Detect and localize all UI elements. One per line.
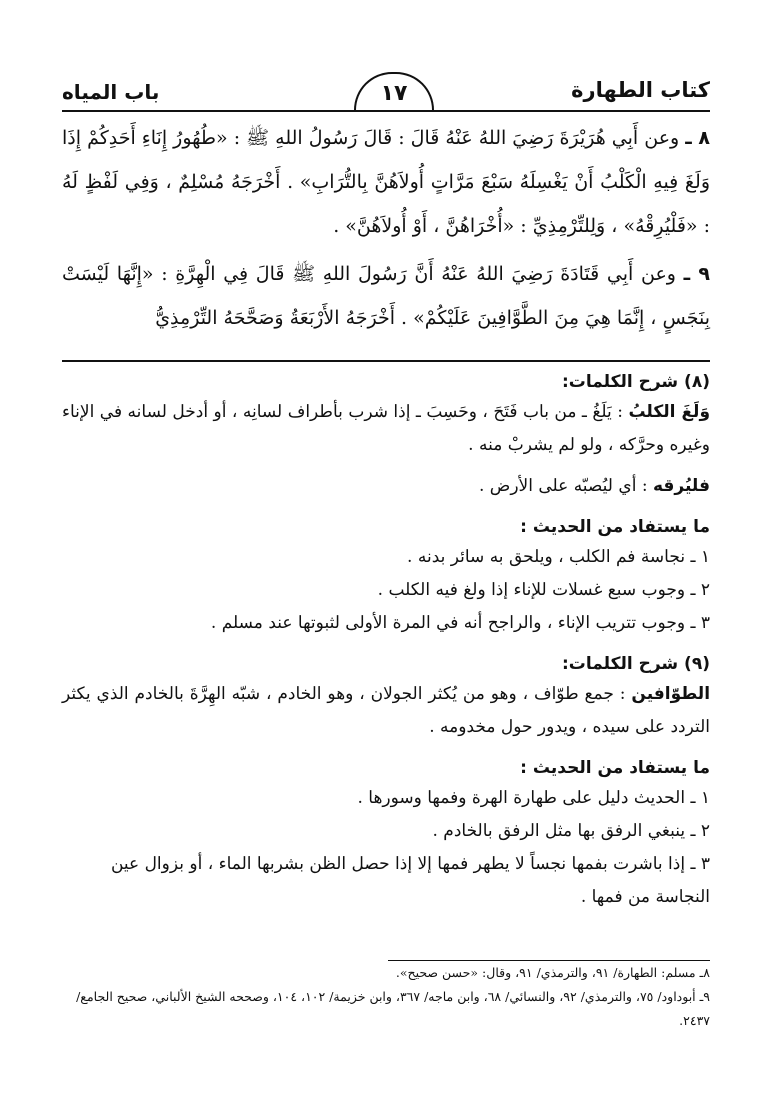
section-title-benefits-9: ما يستفاد من الحديث : [520, 758, 710, 778]
chapter-title: باب المياه [62, 80, 160, 104]
list-item: ٢ ـ وجوب سبع غسلات للإناء إذا ولغ فيه الكلب . [377, 580, 710, 600]
page-number: ١٧ [354, 72, 434, 110]
footnote-9: ٩ـ أبوداود/ ٧٥، والترمذي/ ٩٢، والنسائي/ ٦٨، وابن ماجه/ ٣٦٧، وابن خزيمة/ ١٠٢، ١٠٤، وصححه الشيخ الألباني، صحيح الجامع/ ٢٤٣٧. [76, 989, 710, 1028]
list-item: ٣ ـ إذا باشرت بفمها نجساً لا يطهر فمها إلا إذا حصل الظن بشربها الماء ، أو بزوال عين النجاسة من فمها . [110, 854, 710, 907]
definition-tawwafin [62, 678, 710, 744]
book-title: كتاب الطهارة [571, 78, 710, 102]
definition-walagha [62, 396, 710, 462]
definition-term: وَلَغَ الكلبُ [628, 402, 711, 422]
header-divider [62, 110, 710, 112]
definition-text: : جمع طوّاف ، وهو من يُكثر الجولان ، وهو الخادم ، شبّه الهِرَّةَ بالخادم الذي يكثر التردد على سيده ، ويدور حول مخدومه . [62, 684, 710, 737]
hadith-text: وعن أَبِي هُرَيْرَةَ رَضِيَ اللهُ عَنْهُ قَالَ : قَالَ رَسُولُ اللهِ ﷺ : «طُهُورُ إِنَاءِ أَحَدِكُمْ إِذَا وَلَغَ فِيهِ الْكَلْبُ أَنْ يَغْسِلَهُ سَبْعَ مَرَّاتٍ أُولاَهُنَّ بِالتُّرَابِ» . أَخْرَجَهُ مُسْلِمٌ ، وَفِي لَفْظٍ لَهُ : «فَلْيُرِقْهُ» ، وَلِلتِّرْمِذِيِّ : «أُخْرَاهُنَّ ، أَوْ أُولاَهُنَّ» . [62, 127, 710, 237]
footnotes [62, 960, 710, 1033]
section-divider [62, 360, 710, 362]
hadith-text: وعن أَبِي قَتَادَةَ رَضِيَ اللهُ عَنْهُ أَنَّ رَسُولَ اللهِ ﷺ قَالَ فِي الْهِرَّةِ : «إِنَّهَا لَيْسَتْ بِنَجَسٍ ، إِنَّمَا هِيَ مِنَ الطَّوَّافِينَ عَلَيْكُمْ» . أَخْرَجَهُ الأَرْبَعَةُ وَصَحَّحَهُ التِّرْمِذِيُّ [62, 263, 710, 329]
page-content [62, 72, 710, 914]
definition-term: فليُرقه [652, 476, 710, 496]
page-header [62, 72, 710, 112]
section-title-benefits-8: ما يستفاد من الحديث : [520, 517, 710, 537]
list-item: ١ ـ نجاسة فم الكلب ، ويلحق به سائر بدنه . [407, 547, 710, 567]
hadith-8 [62, 116, 710, 248]
hadith-9 [62, 252, 710, 340]
definition-falyuriqhu [62, 470, 710, 503]
list-item: ٢ ـ ينبغي الرفق بها مثل الرفق بالخادم . [432, 821, 710, 841]
list-item: ١ ـ الحديث دليل على طهارة الهرة وفمها وسورها . [357, 788, 710, 808]
definition-text: : يَلَغُ ـ من باب فَتَحَ ، وحَسِبَ ـ إذا شرب بأطراف لسانِه ، أو أدخل لسانه في الإناء وغيره وحرَّكه ، ولو لم يشربْ منه . [62, 402, 710, 455]
section-title-words-9: (٩) شرح الكلمات: [561, 654, 710, 674]
footnote-8: ٨ـ مسلم: الطهارة/ ٩١، والترمذي/ ٩١، وقال: «حسن صحيح». [395, 965, 710, 980]
hadith-number: ٩ ـ [683, 263, 710, 285]
section-title-words-8: (٨) شرح الكلمات: [561, 372, 710, 392]
list-item: ٣ ـ وجوب تتريب الإناء ، والراجح أنه في المرة الأولى لثبوتها عند مسلم . [210, 613, 710, 633]
hadith-number: ٨ ـ [685, 127, 711, 149]
definition-text: : أي ليُصبّه على الأرض . [478, 476, 648, 496]
definition-term: الطوّافين [631, 684, 711, 704]
